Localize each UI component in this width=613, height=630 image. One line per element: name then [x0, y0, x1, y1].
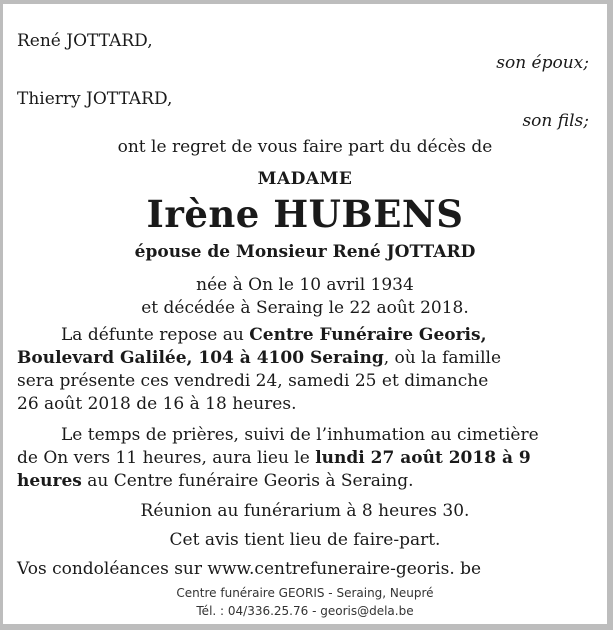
text: Le temps de prières, suivi de l’inhumation au cimetière: [61, 425, 539, 445]
text: au Centre funéraire Georis à Seraing.: [81, 471, 414, 491]
text: sera présente ces vendredi 24, samedi 25 et dimanche: [17, 371, 489, 391]
text: 26 août 2018 de 16 à 18 heures.: [17, 394, 297, 414]
footer-company: Centre funéraire GEORIS - Seraing, Neupré: [176, 586, 434, 600]
spouse-line: épouse de Monsieur René JOTTARD: [134, 242, 476, 262]
obituary-notice: [3, 4, 607, 624]
death-line: et décédée à Seraing le 22 août 2018.: [141, 298, 469, 318]
family-member-name: René JOTTARD,: [17, 31, 153, 51]
honorific-title: MADAME: [257, 169, 353, 189]
footer-contact: Tél. : 04/336.25.76 - georis@dela.be: [196, 604, 414, 618]
family-member-relation: son époux;: [496, 53, 589, 73]
prayer-paragraph: [17, 424, 597, 493]
funeral-home-name: Centre Funéraire Georis,: [249, 325, 487, 345]
deceased-name: Irène HUBENS: [146, 192, 464, 236]
birth-line: née à On le 10 avril 1934: [196, 275, 414, 295]
family-member-relation: son fils;: [522, 111, 589, 131]
text: La défunte repose au: [61, 325, 250, 345]
ceremony-date: lundi 27 août 2018 à 9: [315, 448, 531, 468]
family-member-name: Thierry JOTTARD,: [17, 89, 173, 109]
funeral-home-paragraph: [17, 324, 597, 416]
condolences-line: Vos condoléances sur www.centrefuneraire-georis. be: [17, 559, 482, 579]
text: de On vers 11 heures, aura lieu le: [17, 448, 316, 468]
intro-text: ont le regret de vous faire part du décès de: [117, 137, 493, 157]
text: , où la famille: [383, 348, 502, 368]
notice-line: Cet avis tient lieu de faire-part.: [169, 530, 441, 550]
gathering-line: Réunion au funérarium à 8 heures 30.: [140, 501, 470, 521]
ceremony-time: heures: [17, 471, 82, 491]
funeral-home-address: Boulevard Galilée, 104 à 4100 Seraing: [17, 348, 384, 368]
